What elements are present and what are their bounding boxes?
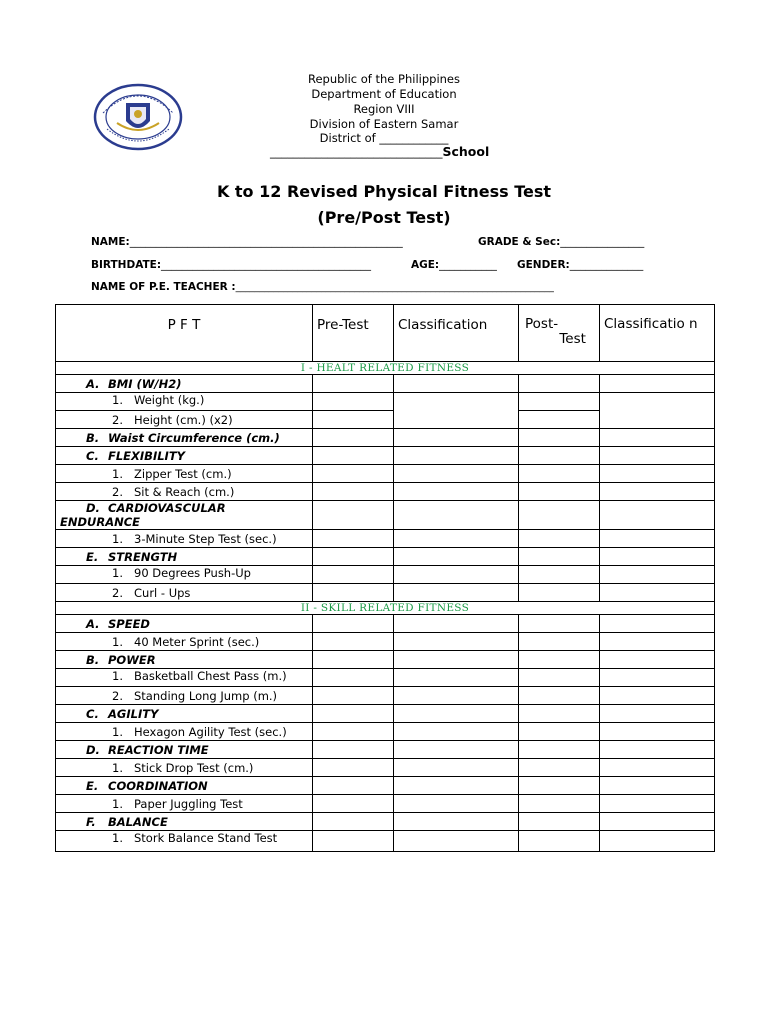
input-cell[interactable]: [519, 429, 600, 447]
page-title: K to 12 Revised Physical Fitness Test: [216, 182, 552, 201]
header-classification: Classification: [394, 305, 519, 362]
category-cell: F. BALANCE: [56, 813, 313, 831]
name-field[interactable]: [91, 236, 403, 248]
input-cell[interactable]: [519, 687, 600, 705]
teacher-label: NAME OF P.E. TEACHER :: [91, 281, 236, 293]
input-cell[interactable]: [394, 501, 519, 530]
input-cell[interactable]: [519, 669, 600, 687]
item-cell: 2. Curl - Ups: [56, 584, 313, 602]
table-row: [56, 447, 715, 465]
table-row: [56, 501, 715, 530]
item-cell: 1. Paper Juggling Test: [56, 795, 313, 813]
item-cell: 2. Sit & Reach (cm.): [56, 483, 313, 501]
input-cell[interactable]: [394, 741, 519, 759]
category-cell: B. Waist Circumference (cm.): [56, 429, 313, 447]
input-cell[interactable]: [394, 831, 519, 852]
input-cell[interactable]: [313, 483, 394, 501]
section-health-related: I - HEALT RELATED FITNESS: [56, 362, 715, 375]
gender-label: GENDER:: [517, 259, 570, 271]
input-cell[interactable]: [394, 759, 519, 777]
input-cell[interactable]: [519, 651, 600, 669]
table-header-row: [56, 305, 715, 362]
input-cell[interactable]: [519, 393, 600, 411]
input-cell[interactable]: [600, 813, 715, 831]
input-cell[interactable]: [313, 566, 394, 584]
input-cell[interactable]: [519, 584, 600, 602]
input-cell[interactable]: [600, 393, 715, 429]
input-cell[interactable]: [600, 615, 715, 633]
item-cell: 1. Stork Balance Stand Test: [56, 831, 313, 852]
table-row: [56, 465, 715, 483]
input-cell[interactable]: [313, 584, 394, 602]
item-cell: 2. Standing Long Jump (m.): [56, 687, 313, 705]
item-cell: 1. Basketball Chest Pass (m.): [56, 669, 313, 687]
table-row: [56, 831, 715, 852]
table-row: [56, 530, 715, 548]
table-row: [56, 687, 715, 705]
input-cell[interactable]: [313, 651, 394, 669]
input-cell[interactable]: [313, 741, 394, 759]
input-cell[interactable]: [519, 615, 600, 633]
input-cell[interactable]: [313, 813, 394, 831]
item-cell: 1. Weight (kg.): [56, 393, 313, 411]
item-cell: 1. Zipper Test (cm.): [56, 465, 313, 483]
table-row: [56, 393, 715, 411]
item-cell: 1. 90 Degrees Push-Up: [56, 566, 313, 584]
input-cell[interactable]: [600, 483, 715, 501]
input-cell[interactable]: [394, 669, 519, 687]
input-cell[interactable]: [394, 375, 519, 393]
input-cell[interactable]: [394, 566, 519, 584]
input-cell[interactable]: [313, 465, 394, 483]
input-cell[interactable]: [600, 584, 715, 602]
category-cell: E. COORDINATION: [56, 777, 313, 795]
pft-table: [55, 304, 715, 852]
input-cell[interactable]: [313, 795, 394, 813]
table-row: [56, 566, 715, 584]
birthdate-field[interactable]: [91, 259, 371, 271]
header-pft: P F T: [56, 305, 313, 362]
school-label: School: [442, 144, 490, 159]
category-cell: E. STRENGTH: [56, 548, 313, 566]
header-republic: Republic of the Philippines: [307, 72, 461, 86]
input-cell[interactable]: [519, 759, 600, 777]
page-subtitle: (Pre/Post Test): [317, 208, 451, 227]
input-cell[interactable]: [600, 501, 715, 530]
table-row: [56, 723, 715, 741]
input-cell[interactable]: [394, 795, 519, 813]
table-row: [56, 615, 715, 633]
input-cell[interactable]: [313, 759, 394, 777]
category-cell: D. CARDIOVASCULAR ENDURANCE: [56, 501, 313, 530]
input-cell[interactable]: [600, 566, 715, 584]
table-row: [56, 669, 715, 687]
input-cell[interactable]: [600, 429, 715, 447]
input-cell[interactable]: [313, 393, 394, 411]
input-cell[interactable]: [394, 651, 519, 669]
input-cell[interactable]: [313, 723, 394, 741]
input-cell[interactable]: [313, 633, 394, 651]
gender-field[interactable]: [517, 259, 643, 271]
table-row: [56, 584, 715, 602]
table-row: [56, 633, 715, 651]
teacher-field[interactable]: [91, 281, 554, 293]
category-cell: A. BMI (W/H2): [56, 375, 313, 393]
header-pre-test: Pre-Test: [313, 305, 394, 362]
input-cell[interactable]: [600, 831, 715, 852]
input-cell[interactable]: [519, 411, 600, 429]
grade-label: GRADE & Sec:: [478, 236, 561, 248]
input-cell[interactable]: [600, 795, 715, 813]
input-cell[interactable]: [394, 615, 519, 633]
input-cell[interactable]: [313, 375, 394, 393]
input-cell[interactable]: [519, 566, 600, 584]
section-row: [56, 362, 715, 375]
category-cell: D. REACTION TIME: [56, 741, 313, 759]
input-cell[interactable]: [394, 813, 519, 831]
input-cell[interactable]: [600, 705, 715, 723]
table-row: [56, 651, 715, 669]
input-cell[interactable]: [519, 501, 600, 530]
input-cell[interactable]: [600, 669, 715, 687]
input-cell[interactable]: [313, 501, 394, 530]
header-department: Department of Education: [311, 87, 457, 101]
input-cell[interactable]: [394, 447, 519, 465]
input-cell[interactable]: [313, 705, 394, 723]
input-cell[interactable]: [600, 548, 715, 566]
input-cell[interactable]: [519, 741, 600, 759]
input-cell[interactable]: [313, 411, 394, 429]
birthdate-label: BIRTHDATE:: [91, 259, 162, 271]
table-row: [56, 429, 715, 447]
name-label: NAME:: [91, 236, 130, 248]
input-cell[interactable]: [394, 777, 519, 795]
input-cell[interactable]: [394, 705, 519, 723]
input-cell[interactable]: [519, 548, 600, 566]
teacher-line: ___________________________________________________________________: [235, 282, 554, 293]
item-cell: 1. 40 Meter Sprint (sec.): [56, 633, 313, 651]
input-cell[interactable]: [519, 831, 600, 852]
header-region: Region VIII: [353, 102, 415, 116]
category-cell: A. SPEED: [56, 615, 313, 633]
grade-line: ________________: [560, 236, 645, 248]
input-cell[interactable]: [394, 723, 519, 741]
input-cell[interactable]: [519, 795, 600, 813]
input-cell[interactable]: [600, 741, 715, 759]
category-cell: C. AGILITY: [56, 705, 313, 723]
table-row: [56, 483, 715, 501]
input-cell[interactable]: [519, 483, 600, 501]
section-skill-related: II - SKILL RELATED FITNESS: [56, 602, 715, 615]
input-cell[interactable]: [600, 777, 715, 795]
header-school: [270, 144, 489, 159]
deped-seal-logo: [93, 83, 183, 151]
header-post-test: Post- Test: [519, 305, 600, 362]
category-cell: B. POWER: [56, 651, 313, 669]
input-cell[interactable]: [313, 429, 394, 447]
input-cell[interactable]: [313, 615, 394, 633]
table-row: [56, 548, 715, 566]
table-row: [56, 705, 715, 723]
input-cell[interactable]: [519, 530, 600, 548]
input-cell[interactable]: [519, 705, 600, 723]
header-division: Division of Eastern Samar: [309, 117, 459, 131]
input-cell[interactable]: [600, 465, 715, 483]
input-cell[interactable]: [600, 375, 715, 393]
input-cell[interactable]: [600, 759, 715, 777]
input-cell[interactable]: [600, 530, 715, 548]
table-row: [56, 741, 715, 759]
input-cell[interactable]: [313, 530, 394, 548]
input-cell[interactable]: [600, 723, 715, 741]
input-cell[interactable]: [394, 465, 519, 483]
input-cell[interactable]: [394, 530, 519, 548]
item-cell: 1. 3-Minute Step Test (sec.): [56, 530, 313, 548]
input-cell[interactable]: [313, 777, 394, 795]
input-cell[interactable]: [394, 429, 519, 447]
gender-line: ______________: [569, 259, 644, 271]
input-cell[interactable]: [394, 393, 519, 429]
table-row: [56, 759, 715, 777]
input-cell[interactable]: [519, 777, 600, 795]
category-cell: C. FLEXIBILITY: [56, 447, 313, 465]
table-row: [56, 795, 715, 813]
birthdate-line: ________________________________________: [161, 259, 372, 271]
input-cell[interactable]: [394, 584, 519, 602]
item-cell: 1. Hexagon Agility Test (sec.): [56, 723, 313, 741]
table-row: [56, 375, 715, 393]
age-field[interactable]: [411, 259, 497, 271]
input-cell[interactable]: [600, 687, 715, 705]
input-cell[interactable]: [600, 447, 715, 465]
input-cell[interactable]: [519, 633, 600, 651]
input-cell[interactable]: [600, 651, 715, 669]
input-cell[interactable]: [519, 723, 600, 741]
input-cell[interactable]: [313, 831, 394, 852]
input-cell[interactable]: [313, 447, 394, 465]
input-cell[interactable]: [394, 483, 519, 501]
input-cell[interactable]: [519, 447, 600, 465]
age-line: ___________: [439, 259, 497, 271]
header-classification-2: Classificatio n: [600, 305, 715, 362]
name-line: ____________________________________________________: [129, 236, 403, 248]
input-cell[interactable]: [313, 687, 394, 705]
table-row: [56, 777, 715, 795]
input-cell[interactable]: [394, 687, 519, 705]
age-label: AGE:: [411, 259, 440, 271]
input-cell[interactable]: [394, 548, 519, 566]
table-row: [56, 813, 715, 831]
input-cell[interactable]: [313, 669, 394, 687]
grade-field[interactable]: [478, 236, 644, 248]
input-cell[interactable]: [519, 465, 600, 483]
item-cell: 1. Stick Drop Test (cm.): [56, 759, 313, 777]
section-row: [56, 602, 715, 615]
input-cell[interactable]: [519, 813, 600, 831]
item-cell: 2. Height (cm.) (x2): [56, 411, 313, 429]
input-cell[interactable]: [519, 375, 600, 393]
school-blank: ______________________________: [270, 145, 443, 159]
input-cell[interactable]: [313, 548, 394, 566]
input-cell[interactable]: [600, 633, 715, 651]
input-cell[interactable]: [394, 633, 519, 651]
header-district: District of ____________: [319, 131, 449, 145]
